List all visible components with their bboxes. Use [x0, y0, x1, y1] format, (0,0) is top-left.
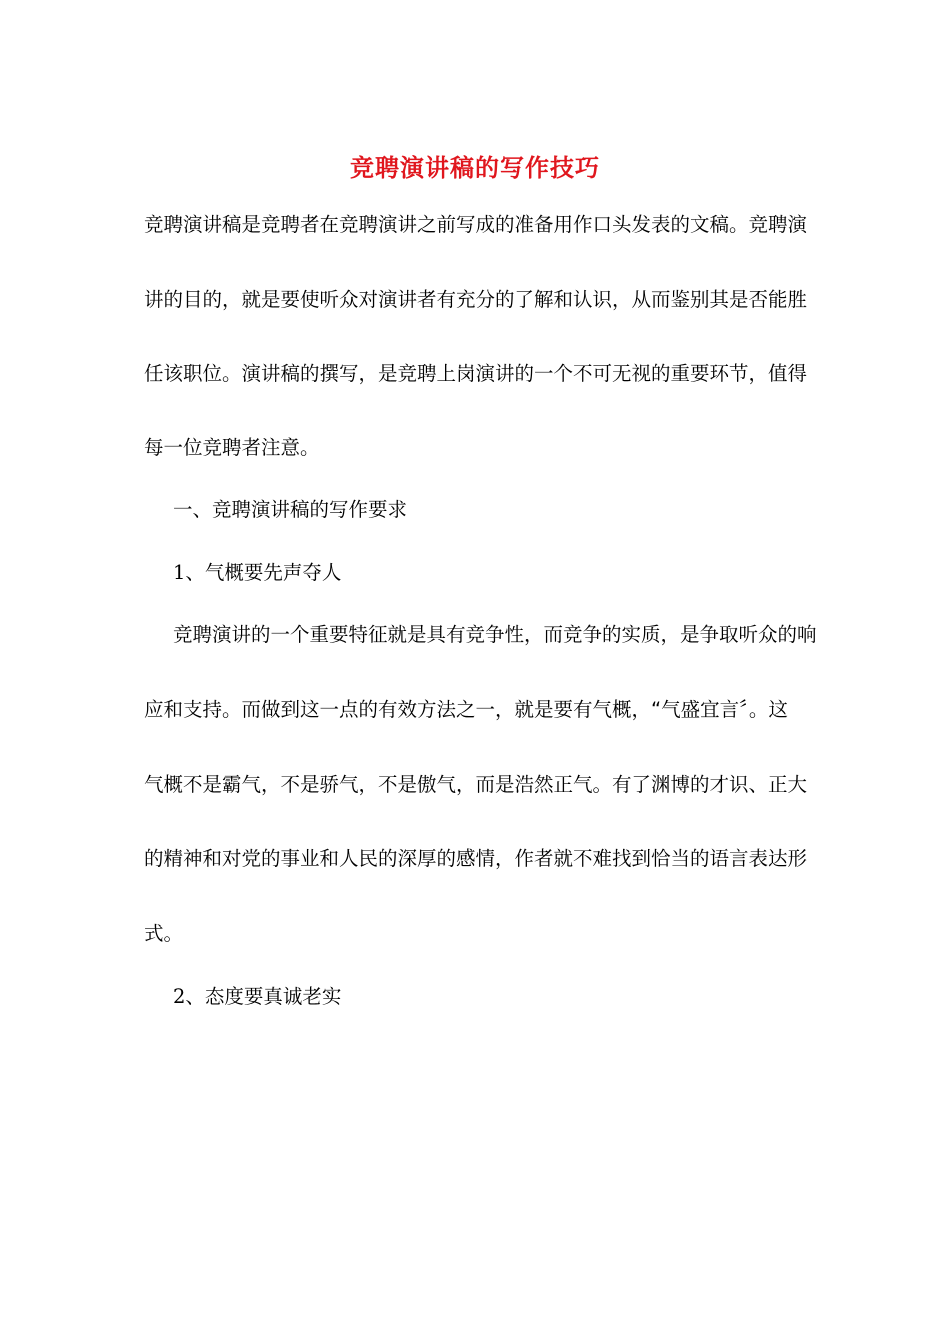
point-1-body-line-4: 的精神和对党的事业和人民的深厚的感情，作者就不难找到恰当的语言表达形 [144, 847, 808, 870]
point-2-number: 2 [173, 985, 186, 1008]
point-1-body-line-5: 式。 [144, 922, 184, 945]
section-heading: 一、竞聘演讲稿的写作要求 [173, 498, 408, 521]
point-1-text: 、气概要先声夺人 [185, 561, 342, 584]
point-1-heading [173, 558, 341, 588]
intro-line-2: 讲的目的，就是要使听众对演讲者有充分的了解和认识，从而鉴别其是否能胜 [144, 288, 808, 311]
point-2-heading [173, 982, 341, 1012]
point-1-body-line-2: 应和支持。而做到这一点的有效方法之一，就是要有气概，“气盛宜言〞。这 [144, 698, 788, 721]
document-title: 竞聘演讲稿的写作技巧 [350, 153, 600, 182]
point-1-number: 1 [173, 561, 186, 584]
intro-line-4: 每一位竞聘者注意。 [144, 436, 320, 459]
point-1-body-line-1: 竞聘演讲的一个重要特征就是具有竞争性，而竞争的实质，是争取听众的响 [173, 623, 817, 646]
point-1-body-line-3: 气概不是霸气，不是骄气，不是傲气，而是浩然正气。有了渊博的才识、正大 [144, 773, 808, 796]
intro-line-3: 任该职位。演讲稿的撰写，是竞聘上岗演讲的一个不可无视的重要环节，值得 [144, 362, 808, 385]
point-2-text: 、态度要真诚老实 [185, 985, 342, 1008]
intro-line-1: 竞聘演讲稿是竞聘者在竞聘演讲之前写成的准备用作口头发表的文稿。竞聘演 [144, 213, 808, 236]
